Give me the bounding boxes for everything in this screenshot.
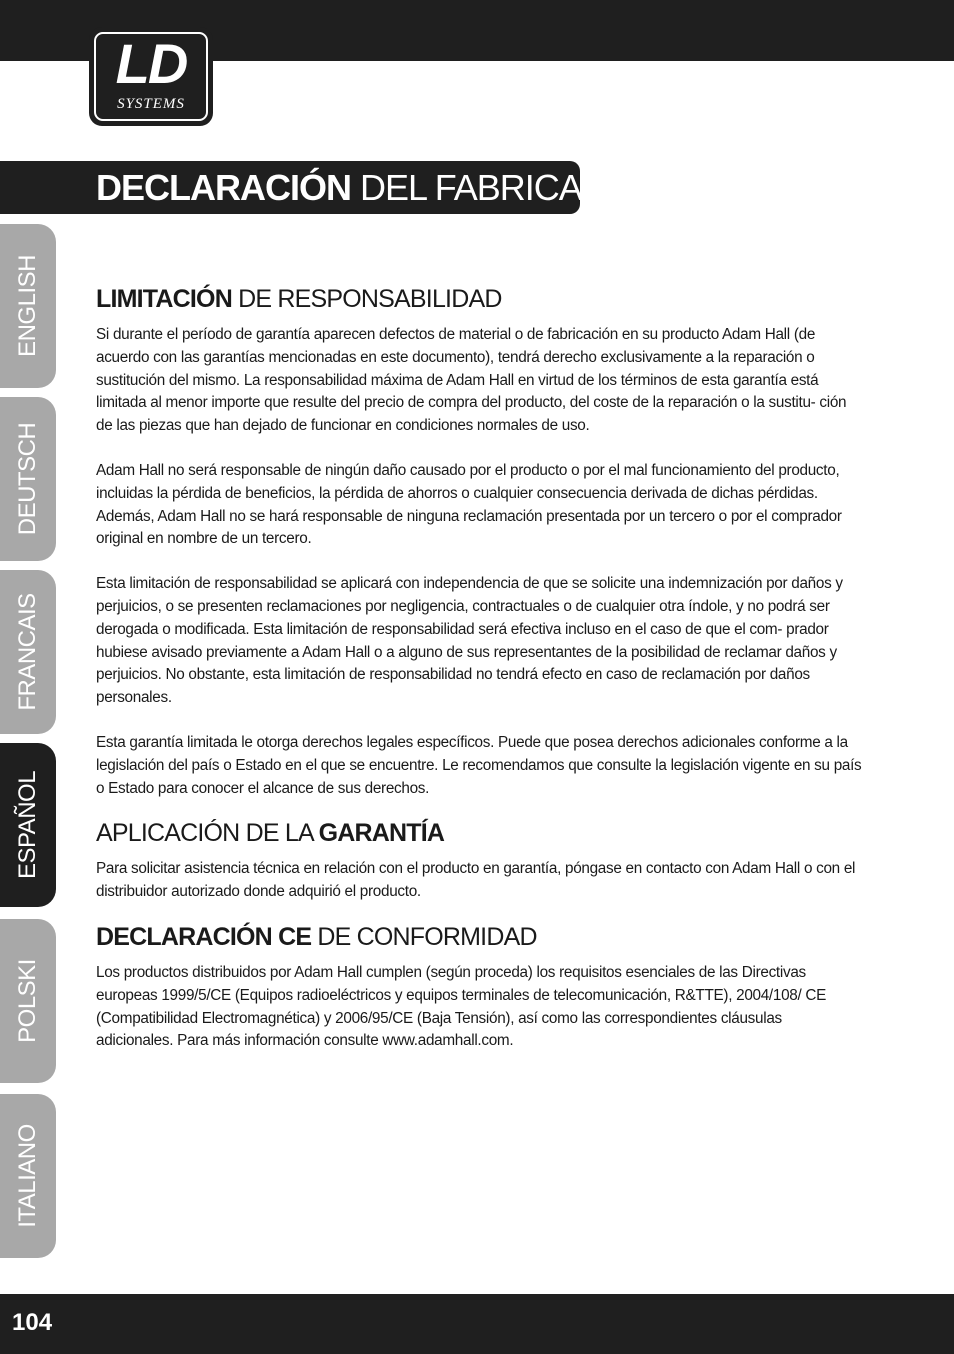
tab-label: ENGLISH [14, 255, 41, 357]
ld-systems-logo [89, 27, 213, 126]
main-content [96, 282, 862, 1053]
page-number: 104 [12, 1309, 53, 1336]
tab-english[interactable] [0, 224, 56, 388]
tab-label: ITALIANO [14, 1124, 41, 1228]
tab-polski[interactable] [0, 919, 56, 1083]
heading-bold: DECLARACIÓN CE [96, 922, 312, 951]
tab-espanol[interactable] [0, 743, 56, 907]
paragraph: Los productos distribuidos por Adam Hall cumplen (según proceda) los requisitos esenciales de las Directivas europeas 1999/5/CE (Equipos radioeléctricos y equipos terminales de telecomunicación, R&TTE), 2004/108/ CE (Compatibilidad Electromagnética) y 2006/95/CE (Baja Tensión), así como las correspondientes cláusulas adicionales. Para más información consulte www.adamhall.com. [96, 963, 827, 1050]
heading-bold: LIMITACIÓN [96, 285, 232, 313]
heading-rest: DE RESPONSABILIDAD [231, 285, 502, 313]
heading-aplicacion [96, 816, 862, 850]
bottom-bar [0, 1294, 954, 1354]
logo-subtitle: SYSTEMS [117, 96, 185, 112]
paragraph: Esta limitación de responsabilidad se aplicará con independencia de que se solicite una indemnización por daños y perjuicios, o se presenten reclamaciones por negligencia, contractuales o de cualquier otra índole, y no podrá ser derogada o modificada. Esta limitación de responsabilidad será efectiva incluso en el caso de que el com- prador hubiese avisado previamente a Adam Hall o a alguno de sus representantes de la posibilidad de reclamar daños y perjuicios. No obstante, esta limitación de responsabilidad no tendrá efecto en caso de reclamación por daños personales. [96, 575, 843, 707]
tab-francais[interactable] [0, 570, 56, 734]
logo-mark: LD [115, 32, 187, 95]
heading-rest: DE CONFORMIDAD [311, 922, 537, 951]
tab-label: DEUTSCH [14, 422, 41, 536]
logo-frame [94, 32, 208, 121]
tab-label: ESPAÑOL [14, 770, 41, 880]
heading-bold: GARANTÍA [318, 819, 445, 848]
heading-declaracion [96, 920, 862, 954]
paragraph: Si durante el período de garantía aparecen defectos de material o de fabricación en su producto Adam Hall (de acuerdo con las garantías mencionadas en este documento), tendrá derecho exclusivamente a la reparación o sustitución del mismo. La responsabilidad máxima de Adam Hall en virtud de los términos de esta garantía está limitada al menor importe que resulte del precio de compra del producto, del coste de la reparación o la sustitu- ción de las piezas que han dejado de funcionar en condiciones normales de uso. [96, 326, 847, 435]
tab-deutsch[interactable] [0, 397, 56, 561]
heading-limitacion [96, 282, 862, 316]
page-title-rest: DEL FABRICANTE: [351, 167, 660, 208]
tab-label: POLSKI [14, 959, 41, 1043]
tab-italiano[interactable] [0, 1094, 56, 1258]
paragraph: Adam Hall no será responsable de ningún daño causado por el producto o por el mal funcionamiento del producto, incluidas la pérdida de beneficios, la pérdida de ahorros o cualquier consecuencia derivada de dichas pérdidas. Además, Adam Hall no se hará responsable de ninguna reclamación presentada por un tercero o por el comprador original en nombre de un tercero. [96, 461, 842, 548]
page-title-bold: DECLARACIÓN [96, 167, 351, 208]
page-title [96, 166, 660, 210]
paragraph: Esta garantía limitada le otorga derechos legales específicos. Puede que posea derechos adicionales conforme a la legislación del país o Estado en el que se encuentre. Le recomendamos que consulte la legislación vigente en su país o Estado para conocer el alcance de sus derechos. [96, 733, 862, 797]
heading-rest: APLICACIÓN DE LA [96, 819, 319, 848]
tab-label: FRANCAIS [14, 593, 41, 711]
paragraph: Para solicitar asistencia técnica en relación con el producto en garantía, póngase en contacto con Adam Hall o con el distribuidor autorizado donde adquirió el producto. [96, 860, 856, 901]
